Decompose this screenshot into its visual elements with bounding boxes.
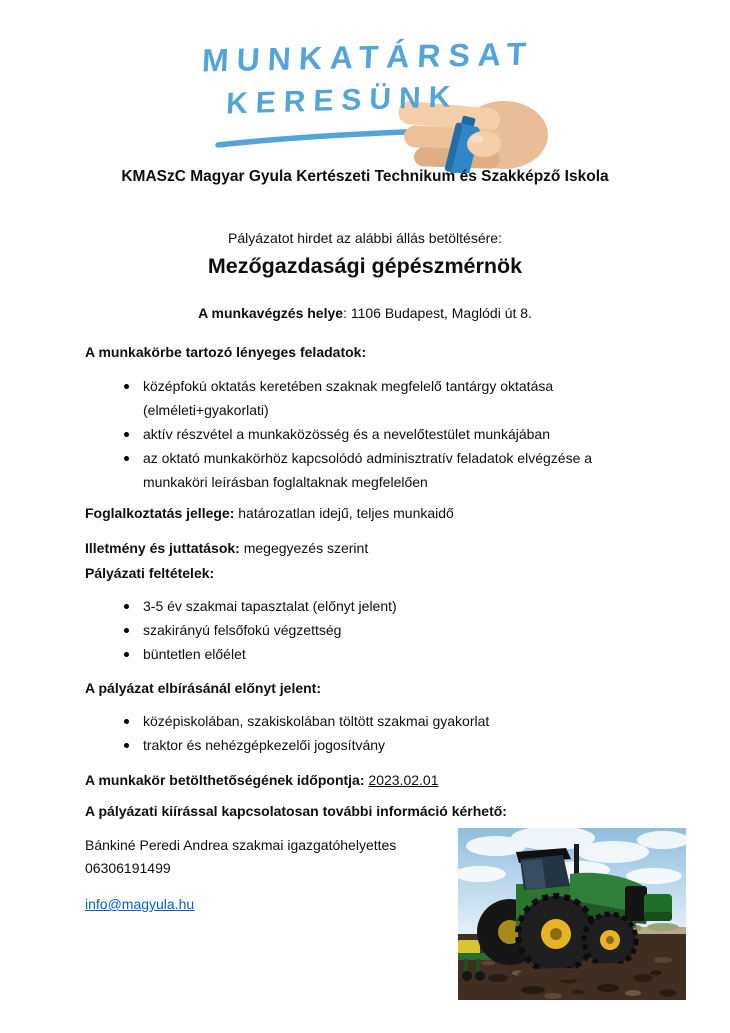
conditions-list [85,594,600,666]
hero-text-line2: KERESÜNK [225,80,459,121]
work-location-value: : 1106 Budapest, Maglódi út 8. [343,305,532,321]
start-date-label: A munkakör betölthetőségének időpontja: [85,772,365,788]
list-item: aktív részvétel a munkaközösség és a nevelőtestület munkájában [85,422,600,446]
advantages-list [85,709,600,757]
hero-text-line1: MUNKATÁRSAT [201,35,535,79]
advantages-heading: A pályázat elbírásánál előnyt jelent: [85,680,322,696]
list-item: 3-5 év szakmai tapasztalat (előnyt jelent) [85,594,600,618]
start-date-line [85,770,630,790]
salary-line [85,538,630,558]
list-item: középiskolában, szakiskolában töltött szakmai gyakorlat [85,709,600,733]
employment-value: határozatlan idejű, teljes munkaidő [238,505,454,521]
conditions-heading: Pályázati feltételek: [85,565,215,581]
tasks-list [85,374,600,494]
employment-label: Foglalkoztatás jellege: [85,505,235,521]
contact-phone: 06306191499 [85,860,171,876]
start-date-value: 2023.02.01 [368,772,439,788]
intro-line: Pályázatot hirdet az alábbi állás betöltésére: [228,230,502,246]
salary-label: Illetmény és juttatások: [85,540,240,556]
list-item: szakirányú felsőfokú végzettség [85,618,600,642]
tasks-heading: A munkakörbe tartozó lényeges feladatok: [85,344,367,360]
salary-value: megegyezés szerint [243,540,369,556]
school-title: KMASzC Magyar Gyula Kertészeti Technikum és Szakképző Iskola [121,168,609,185]
hero-graphic [150,33,580,173]
list-item: középfokú oktatás keretében szaknak megfelelő tantárgy oktatása (elméleti+gyakorlati) [85,374,600,422]
list-item: traktor és nehézgépkezelői jogosítvány [85,733,600,757]
job-title: Mezőgazdasági gépészmérnök [207,254,523,278]
list-item: büntetlen előélet [85,642,600,666]
contact-person: Bánkiné Peredi Andrea szakmai igazgatóhelyettes [85,837,397,853]
tractor-photo [458,828,686,1000]
work-location-line [0,305,730,321]
list-item: az oktató munkakörhöz kapcsolódó adminisztratív feladatok elvégzése a munkaköri leírásban foglaltaknak megfelelően [85,446,600,494]
work-location-label: A munkavégzés helye [198,305,344,321]
email-link[interactable]: info@magyula.hu [85,896,195,912]
contact-heading: A pályázati kiírással kapcsolatosan további információ kérhető: [85,803,507,819]
employment-line [85,503,630,523]
